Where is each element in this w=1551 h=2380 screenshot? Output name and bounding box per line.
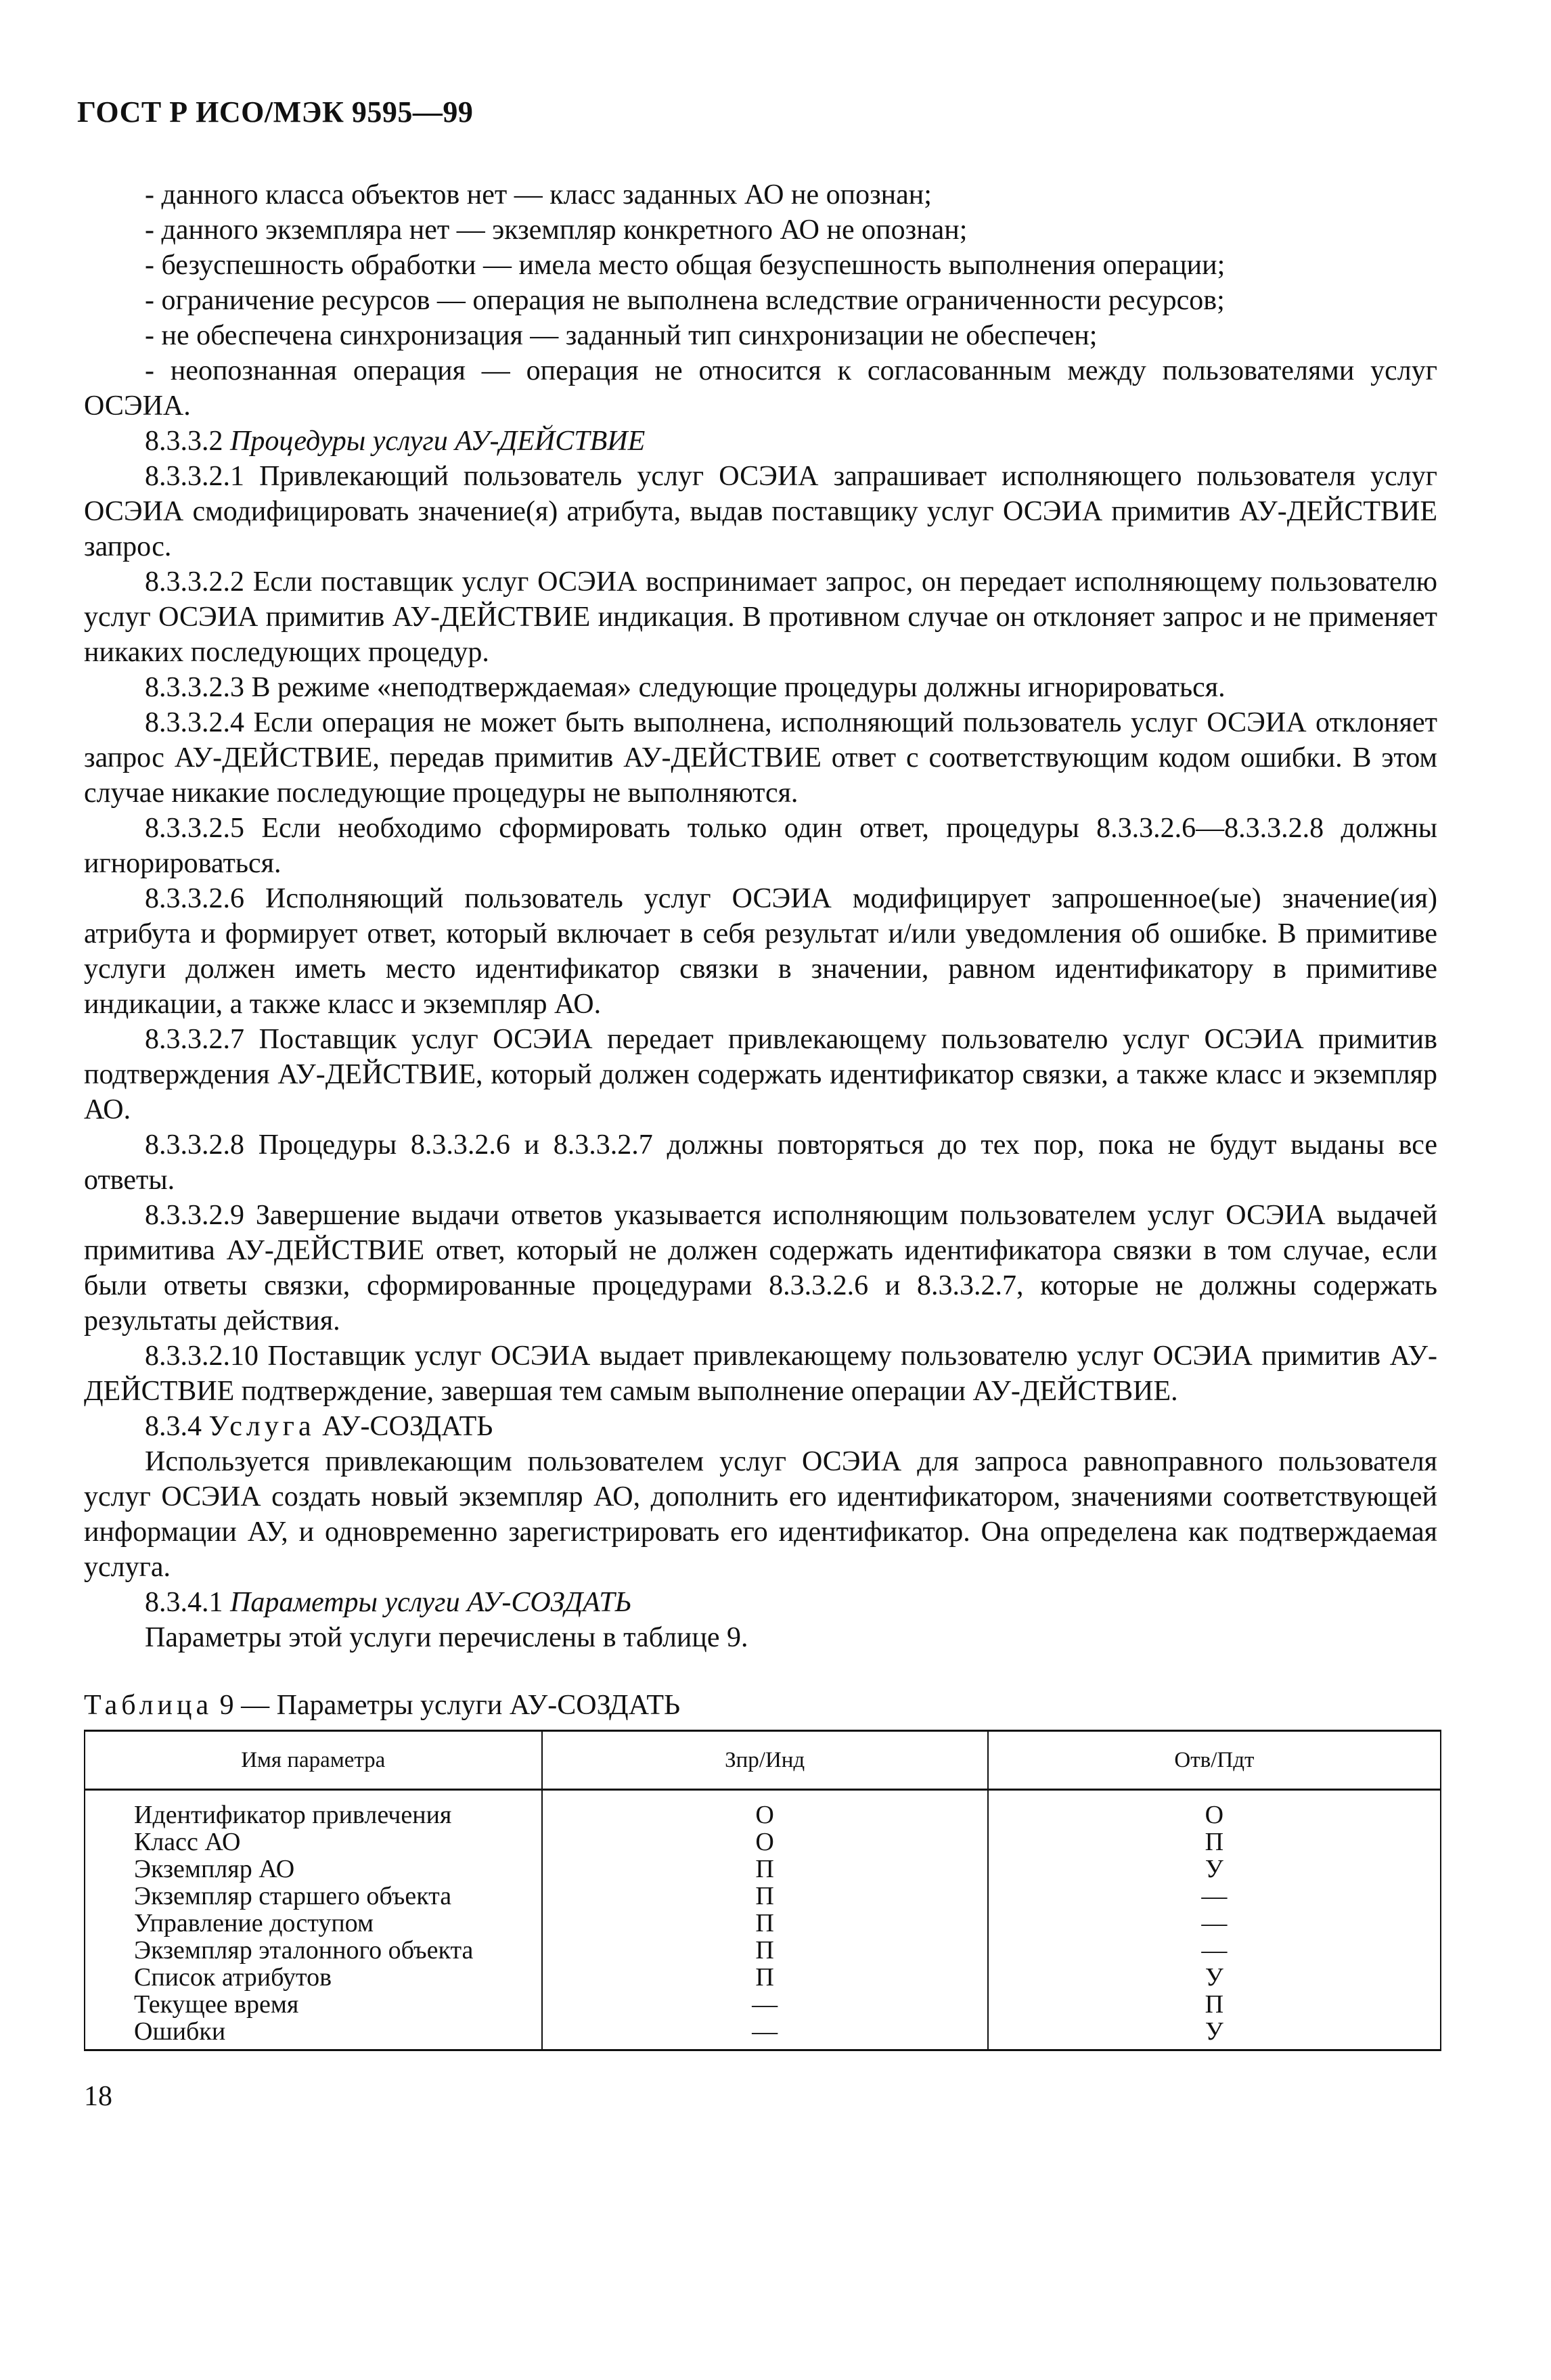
section-heading: [84, 1409, 1437, 1444]
paragraph: 8.3.3.2.10 Поставщик услуг ОСЭИА выдает привлекающему пользователю услуг ОСЭИА примитив АУ-ДЕЙСТВИЕ подтверждение, завершая тем самым выполнение операции АУ-ДЕЙСТВИЕ.: [84, 1341, 1437, 1407]
section-number: 8.3.4.1: [145, 1587, 223, 1618]
table-row: [85, 1883, 1441, 1910]
param-request: П: [542, 1856, 988, 1883]
table-caption-label: Таблица: [84, 1690, 213, 1721]
section-title: Процедуры услуги АУ-ДЕЙСТВИЕ: [230, 426, 646, 457]
table-row: [85, 1790, 1441, 1829]
section-label: Услуга: [208, 1411, 315, 1442]
table-caption-text: 9 — Параметры услуги АУ-СОЗДАТЬ: [219, 1690, 681, 1721]
param-response: У: [988, 2018, 1441, 2050]
column-header-request: Зпр/Инд: [542, 1731, 988, 1790]
paragraph: 8.3.3.2.9 Завершение выдачи ответов указывается исполняющим пользователем услуг ОСЭИА выдачей примитива АУ-ДЕЙСТВИЕ ответ, который не должен содержать идентификатора связки в том случае, если были ответы связки, сформированные процедурами 8.3.3.2.6 и 8.3.3.2.7, которые не должны содержать результаты действия.: [84, 1200, 1437, 1337]
table-row: [85, 1910, 1441, 1937]
param-request: О: [542, 1828, 988, 1856]
page-number: 18: [84, 2081, 112, 2112]
paragraph: - данного класса объектов нет — класс заданных АО не опознан;: [145, 179, 932, 210]
table-caption: [84, 1689, 680, 1722]
paragraph: 8.3.3.2.4 Если операция не может быть выполнена, исполняющий пользователь услуг ОСЭИА отклоняет запрос АУ-ДЕЙСТВИЕ, передав примитив АУ-ДЕЙСТВИЕ ответ с соответствующим кодом ошибки. В этом случае никакие последующие процедуры не выполняются.: [84, 707, 1437, 809]
param-response: П: [988, 1828, 1441, 1856]
param-request: —: [542, 2018, 988, 2050]
param-response: —: [988, 1883, 1441, 1910]
param-request: О: [542, 1790, 988, 1829]
param-request: П: [542, 1883, 988, 1910]
table-row: [85, 1856, 1441, 1883]
paragraph: 8.3.3.2.3 В режиме «неподтверждаемая» следующие процедуры должны игнорироваться.: [145, 672, 1226, 703]
param-response: П: [988, 1991, 1441, 2018]
paragraph: - неопознанная операция — операция не относится к согласованным между пользователями услуг ОСЭИА.: [84, 355, 1437, 422]
param-name: Список атрибутов: [85, 1964, 542, 1991]
table-row: [85, 1937, 1441, 1964]
table-row: [85, 1828, 1441, 1856]
paragraph: Параметры этой услуги перечислены в таблице 9.: [145, 1622, 748, 1653]
column-header-name: Имя параметра: [85, 1731, 542, 1790]
document-header: ГОСТ Р ИСО/МЭК 9595—99: [77, 95, 474, 129]
parameters-table: [84, 1730, 1441, 2051]
param-response: У: [988, 1856, 1441, 1883]
param-name: Текущее время: [85, 1991, 542, 2018]
param-name: Экземпляр эталонного объекта: [85, 1937, 542, 1964]
paragraph: 8.3.3.2.1 Привлекающий пользователь услуг ОСЭИА запрашивает исполняющего пользователя услуг ОСЭИА смодифицировать значение(я) атрибута, выдав поставщику услуг ОСЭИА примитив АУ-ДЕЙСТВИЕ запрос.: [84, 461, 1437, 562]
paragraph: Используется привлекающим пользователем услуг ОСЭИА для запроса равноправного пользователя услуг ОСЭИА создать новый экземпляр АО, дополнить его идентификатором, значениями соответствующей информации АУ, и одновременно зарегистрировать его идентификатор. Она определена как подтверждаемая услуга.: [84, 1446, 1437, 1583]
param-request: П: [542, 1937, 988, 1964]
table-header-row: [85, 1731, 1441, 1790]
paragraph: - данного экземпляра нет — экземпляр конкретного АО не опознан;: [145, 215, 968, 246]
param-response: —: [988, 1910, 1441, 1937]
table-row: [85, 1964, 1441, 1991]
section-title: Параметры услуги АУ-СОЗДАТЬ: [230, 1587, 632, 1618]
param-request: —: [542, 1991, 988, 2018]
section-heading: [84, 1585, 1437, 1620]
paragraph: 8.3.3.2.7 Поставщик услуг ОСЭИА передает привлекающему пользователю услуг ОСЭИА примитив подтверждения АУ-ДЕЙСТВИЕ, который должен содержать идентификатор связки, а также класс и экземпляр АО.: [84, 1024, 1437, 1125]
param-response: У: [988, 1964, 1441, 1991]
section-number: 8.3.4: [145, 1411, 202, 1442]
table-row: [85, 1991, 1441, 2018]
param-response: —: [988, 1937, 1441, 1964]
param-name: Экземпляр старшего объекта: [85, 1883, 542, 1910]
param-name: Идентификатор привлечения: [85, 1790, 542, 1829]
paragraph: - безуспешность обработки — имела место общая безуспешность выполнения операции;: [145, 250, 1226, 281]
param-name: Класс АО: [85, 1828, 542, 1856]
paragraph: - ограничение ресурсов — операция не выполнена вследствие ограниченности ресурсов;: [145, 285, 1225, 316]
param-name: Управление доступом: [85, 1910, 542, 1937]
section-number: 8.3.3.2: [145, 426, 223, 457]
param-name: Экземпляр АО: [85, 1856, 542, 1883]
param-request: П: [542, 1910, 988, 1937]
paragraph: 8.3.3.2.5 Если необходимо сформировать только один ответ, процедуры 8.3.3.2.6—8.3.3.2.8 должны игнорироваться.: [84, 813, 1437, 879]
paragraph: 8.3.3.2.8 Процедуры 8.3.3.2.6 и 8.3.3.2.7 должны повторяться до тех пор, пока не будут выданы все ответы.: [84, 1129, 1437, 1196]
column-header-response: Отв/Пдт: [988, 1731, 1441, 1790]
section-heading: [84, 424, 1437, 459]
param-name: Ошибки: [85, 2018, 542, 2050]
param-request: П: [542, 1964, 988, 1991]
param-response: О: [988, 1790, 1441, 1829]
document-body: [84, 177, 1437, 1655]
paragraph: 8.3.3.2.6 Исполняющий пользователь услуг ОСЭИА модифицирует запрошенное(ые) значение(ия) атрибута и формирует ответ, который включает в себя результат и/или уведомления об ошибке. В примитиве услуги должен иметь место идентификатор связки в значении, равном идентификатору в примитиве индикации, а также класс и экземпляр АО.: [84, 883, 1437, 1020]
section-title: АУ-СОЗДАТЬ: [322, 1411, 493, 1442]
paragraph: 8.3.3.2.2 Если поставщик услуг ОСЭИА воспринимает запрос, он передает исполняющему пользователю услуг ОСЭИА примитив АУ-ДЕЙСТВИЕ индикация. В противном случае он отклоняет запрос и не применяет никаких последующих процедур.: [84, 566, 1437, 668]
table-row: [85, 2018, 1441, 2050]
paragraph: - не обеспечена синхронизация — заданный тип синхронизации не обеспечен;: [145, 320, 1098, 351]
